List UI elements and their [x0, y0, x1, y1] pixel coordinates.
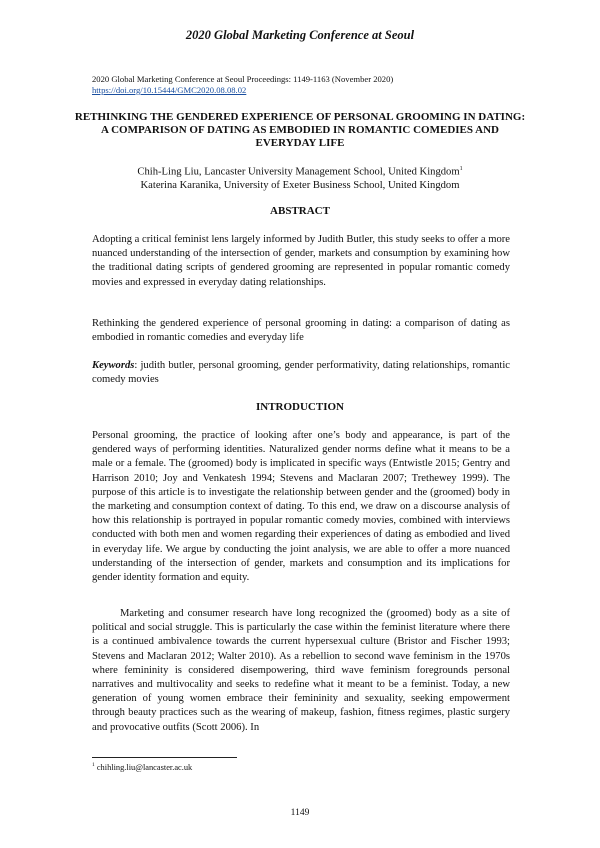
abstract-body: Adopting a critical feminist lens largely informed by Judith Butler, this study seeks to offer a more nuanced understanding of the intersection of gender, markets and consumption by examining how the traditional dating scripts of gendered grooming are represented in popular romantic comedy movies and expressed in everyday dating relationships.	[92, 234, 510, 288]
footnote-email: chihling.liu@lancaster.ac.uk	[94, 762, 193, 772]
doi-link[interactable]: https://doi.org/10.15444/GMC2020.08.08.02	[92, 85, 247, 95]
introduction-paragraph-1: Personal grooming, the practice of looking after one’s body and appearance, is part of the gendered ways of performing identities. Naturalized gender norms define what it means to be a male or a female. The (groomed) body is implicated in specific ways (Entwistle 2015; Gentry and Harrison 2010; Joy and Venkatesh 1994; Stevens and Maclaran 2007; Trethewey 1999). The purpose of this article is to investigate the relationship between gender and the (groomed) body in the marketing and consumption context of dating. To this end, we draw on a discourse analysis of how this relationship is portrayed in popular romantic comedy movies, combined with interviews conducted with both men and women regarding their experiences of dating as embodied and lived in everyday life. We argue by conducting the joint analysis, we are able to offer a more nuanced understanding of the intersection of gender, markets and consumption and its implications for gender identity formation and equity.	[92, 430, 510, 584]
abstract-heading: ABSTRACT	[270, 205, 330, 217]
paper-title: RETHINKING THE GENDERED EXPERIENCE OF PERSONAL GROOMING IN DATING: A COMPARISON OF DATING AS EMBODIED IN ROMANTIC COMEDIES AND EVERYDAY LIFE	[74, 111, 526, 149]
author-1-text: Chih-Ling Liu, Lancaster University Management School, United Kingdom	[137, 166, 460, 178]
proceedings-citation: 2020 Global Marketing Conference at Seoul Proceedings: 1149-1163 (November 2020)	[92, 74, 394, 84]
abstract-title-repeat: Rethinking the gendered experience of personal grooming in dating: a comparison of dating as embodied in romantic comedies and everyday life	[92, 318, 510, 344]
author-2	[70, 180, 530, 191]
author-1-footnote-mark: 1	[459, 166, 463, 172]
footnote	[92, 762, 192, 772]
introduction-heading: INTRODUCTION	[255, 401, 344, 413]
introduction-paragraph-2: Marketing and consumer research have long recognized the (groomed) body as a site of political and social struggle. This is particularly the case within the feminist literature where there is a continued ambivalence towards the current hypersexual culture (Bristor and Fischer 1993; Stevens and Maclaran 2012; Walter 2010). As a rebellion to second wave feminism in the 1970s where femininity is considered disempowering, third wave feminism foregrounds personal narratives and multivocality and seeks to redefine what it meant to be a feminist. Today, a new generation of young women embrace their femininity and sexuality, seeking empowerment through beauty practices such as the wearing of makeup, fashion, fitness regimes, plastic surgery and provocative outfits (Scott 2006). In	[92, 608, 510, 733]
author-1	[70, 166, 530, 178]
page-number: 1149	[290, 808, 310, 818]
footnote-mark: 1	[92, 762, 95, 768]
keywords	[92, 359, 510, 387]
footnote-rule	[92, 757, 237, 758]
proceedings-info	[92, 74, 393, 96]
keywords-label: Keywords	[92, 360, 135, 371]
author-2-text: Katerina Karanika, University of Exeter Business School, United Kingdom	[140, 180, 460, 191]
running-header: 2020 Global Marketing Conference at Seoul	[185, 28, 415, 42]
keywords-text: : judith butler, personal grooming, gender performativity, dating relationships, romantic comedy movies	[92, 360, 510, 386]
